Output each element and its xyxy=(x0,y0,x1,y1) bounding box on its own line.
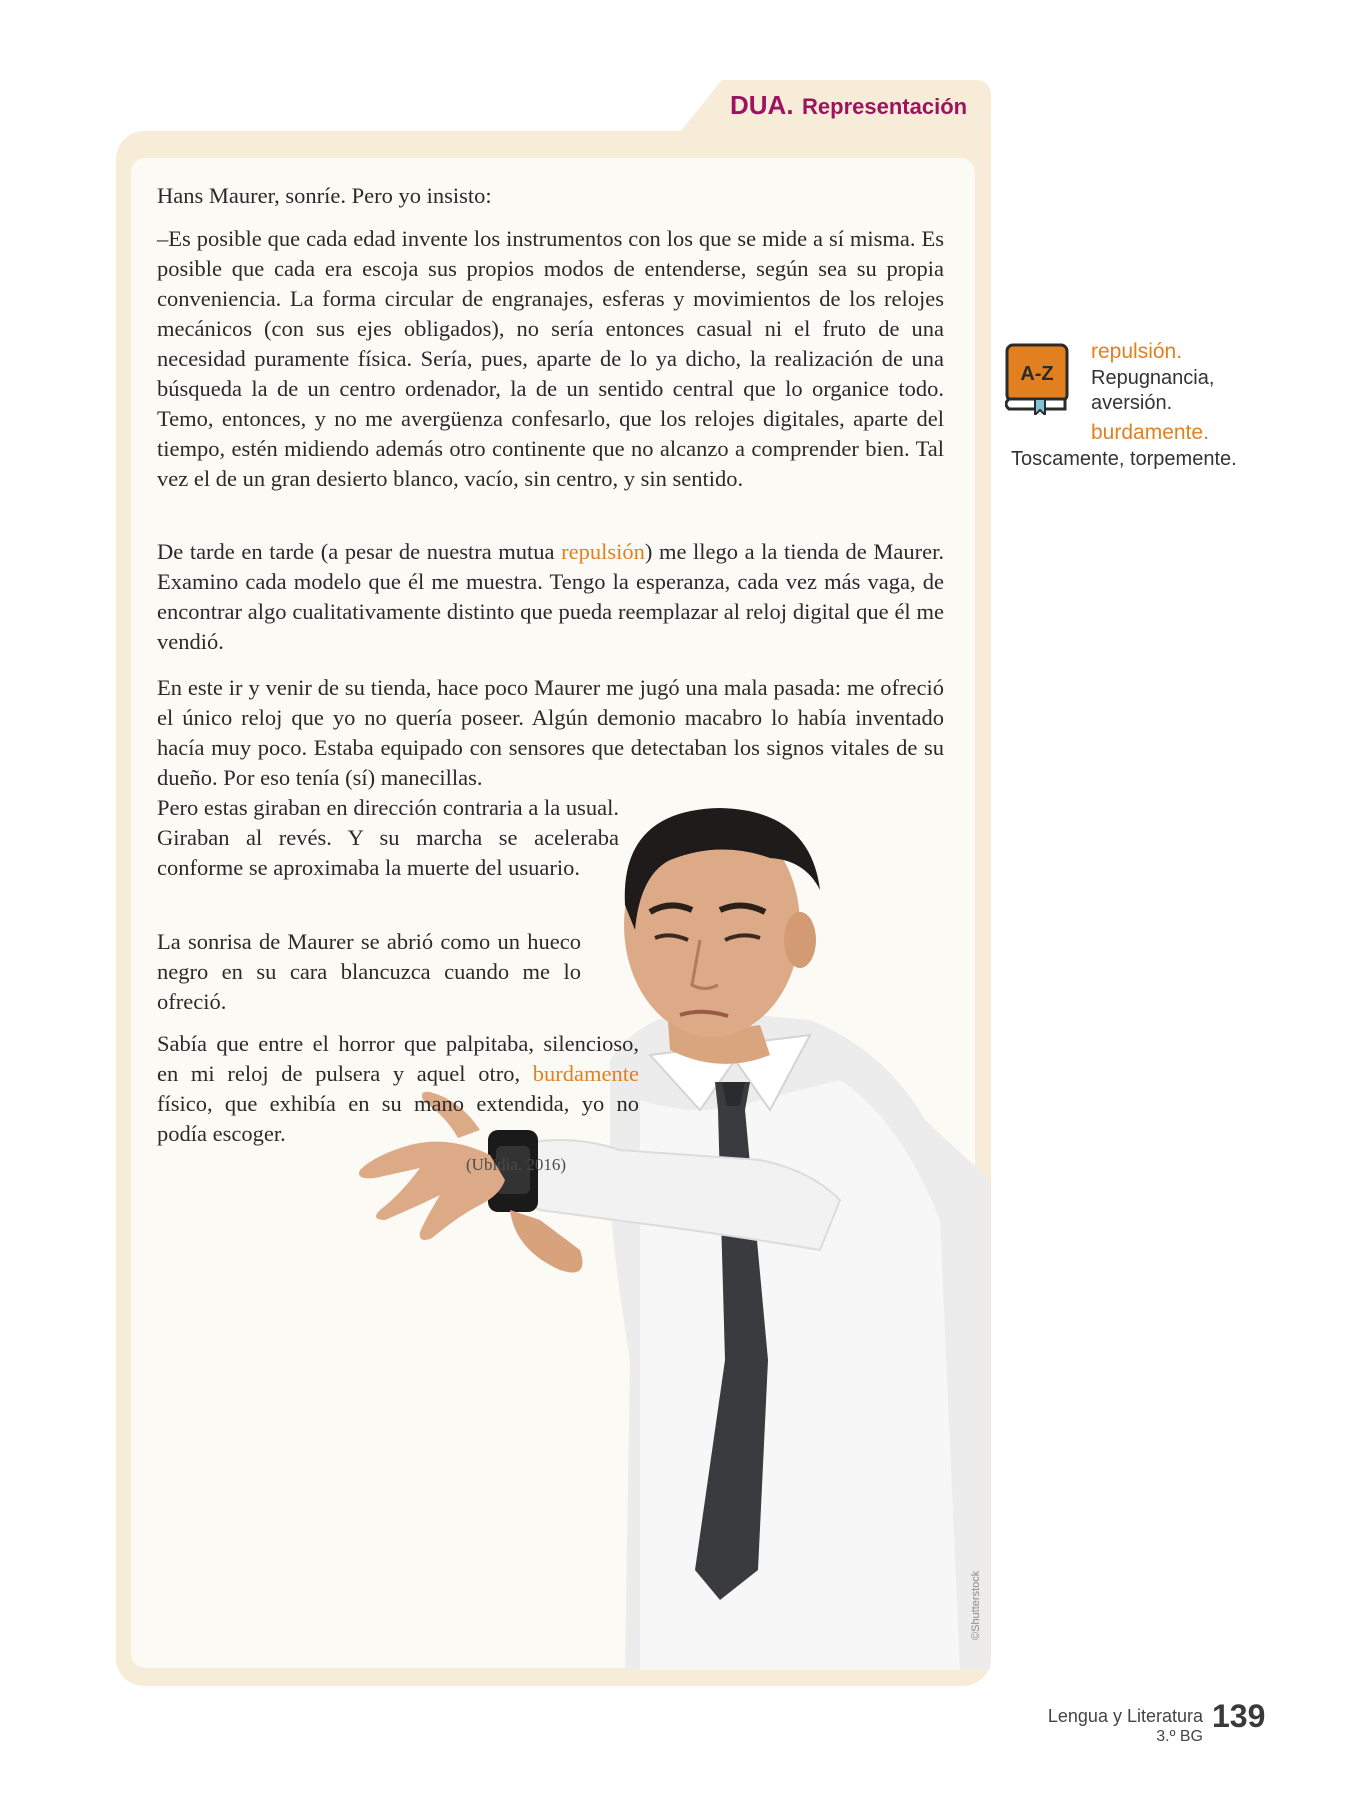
story-paragraph-1: Hans Maurer, sonríe. Pero yo insisto: xyxy=(157,183,492,208)
glossary-term-repulsion[interactable]: repulsión xyxy=(561,539,645,564)
a-z-dictionary-icon xyxy=(1005,343,1069,415)
story-paragraph-3-start: De tarde en tarde (a pesar de nuestra mutua xyxy=(157,539,562,564)
glossary-term-1: repulsión. xyxy=(1091,340,1183,363)
glossary-definition-2: Toscamente, torpemente. xyxy=(1011,448,1237,470)
glossary-term-burdamente[interactable]: burdamente xyxy=(532,1061,639,1086)
footer-grade: 3.º BG xyxy=(1156,1728,1203,1745)
dua-subtitle: Representación xyxy=(802,94,968,119)
story-paragraph-7 xyxy=(157,1029,639,1149)
story-paragraph-6: La sonrisa de Maurer se abrió como un hueco negro en su cara blancuzca cuando me lo ofreció. xyxy=(157,929,581,1014)
glossary-definition-1-line-2: aversión. xyxy=(1091,392,1173,414)
photo-credit: ©Shutterstock xyxy=(970,1570,982,1640)
story-paragraph-7-start: Sabía que entre el horror que palpitaba, silencioso, en mi reloj de pulsera y aquel otro, xyxy=(157,1031,639,1086)
story-paragraph-3-end: ) me llego a la tienda de Maurer. Examino cada modelo que él me muestra. Tengo la esperanza, cada vez más vaga, de encontrar algo cualitativamente distinto que pueda reemplazar al reloj digital que él me vendió. xyxy=(157,539,944,654)
story-paragraph-3 xyxy=(157,537,944,657)
story-paragraph-7-end: físico, que exhibía en su mano extendida, yo no podía escoger. xyxy=(157,1091,639,1146)
dua-title: DUA. xyxy=(730,90,794,120)
glossary-definition-1-line-1: Repugnancia, xyxy=(1091,367,1215,389)
footer-subject: Lengua y Literatura xyxy=(1047,1706,1203,1726)
story-paragraph-2: –Es posible que cada edad invente los instrumentos con los que se mide a sí misma. Es posible que cada era escoja sus propios modos de entenderse, según sea su propia conveniencia. La forma circular de engranajes, esferas y movimientos de los relojes mecánicos (con sus ejes obligados), no sería entonces casual ni el fruto de una necesidad puramente física. Sería, pues, aparte de lo ya dicho, la realización de una búsqueda la de un centro ordenador, la de un sentido central que lo organice todo. Temo, entonces, y no me avergüenza confesarlo, que los relojes digitales, aparte del tiempo, estén midiendo además otro continente que no alcanzo a comprender bien. Tal vez el de un gran desierto blanco, vacío, sin centro, y sin sentido. xyxy=(157,226,944,491)
story-paragraph-4: En este ir y venir de su tienda, hace poco Maurer me jugó una mala pasada: me ofreció el único reloj que yo no quería poseer. Algún demonio macabro lo había inventado hacía muy poco. Estaba equipado con sensores que detectaban los signos vitales de su dueño. Por eso tenía (sí) manecillas. xyxy=(157,675,944,790)
a-z-icon-text: A-Z xyxy=(1020,363,1054,385)
citation: (Ubidia, 2016) xyxy=(466,1155,567,1174)
story-paragraph-5: Pero estas giraban en dirección contraria a la usual. Giraban al revés. Y su marcha se aceleraba conforme se aproximaba la muerte del usuario. xyxy=(157,795,619,880)
dua-heading xyxy=(730,90,967,121)
glossary-term-2: burdamente. xyxy=(1091,421,1209,444)
page-number: 139 xyxy=(1212,1698,1266,1734)
